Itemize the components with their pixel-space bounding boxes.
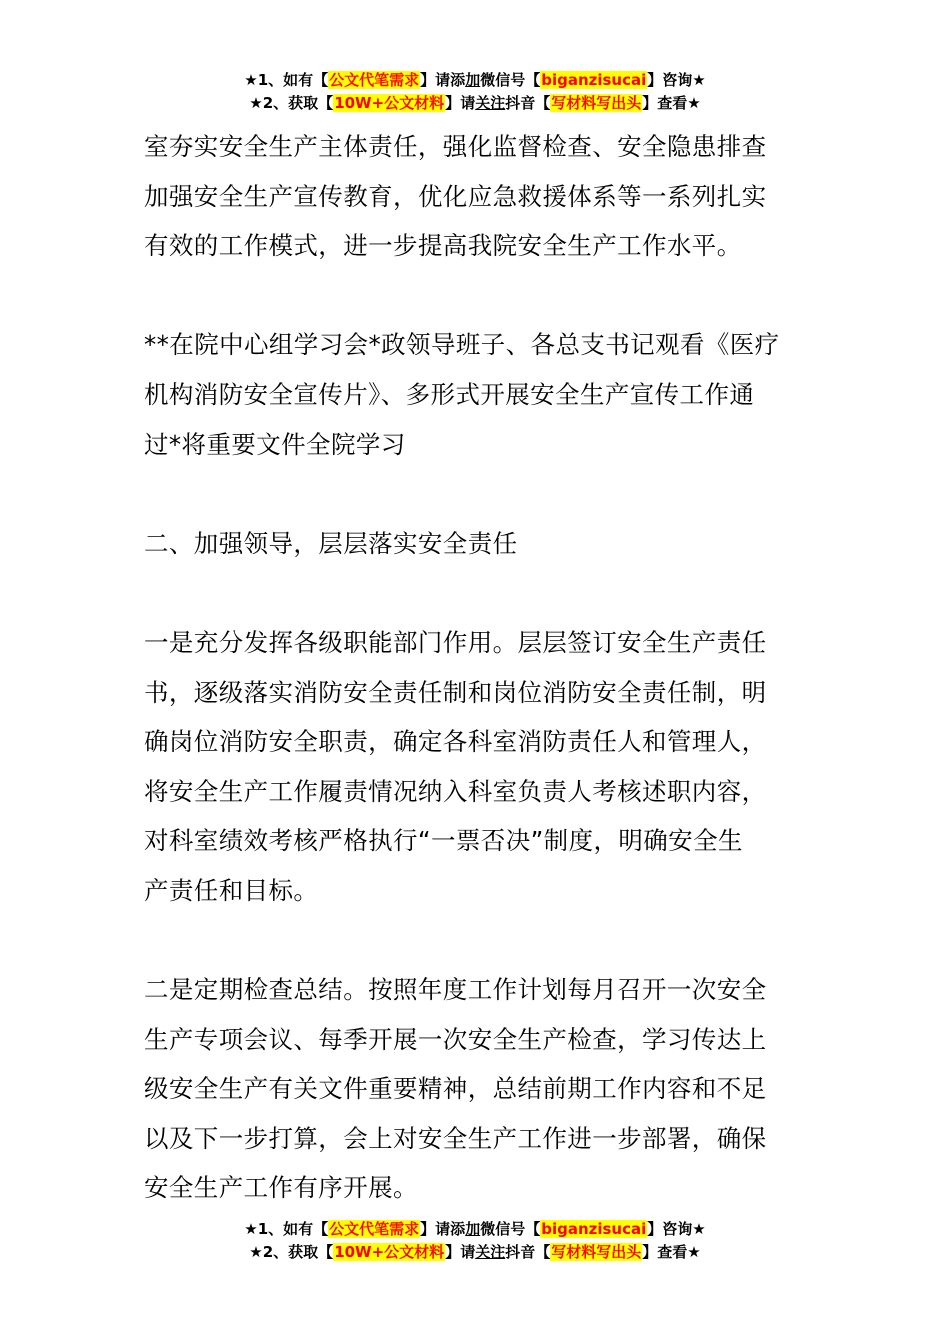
- banner-text: 】请: [445, 1243, 476, 1261]
- text-line: 安全生产工作有序开展。: [144, 1173, 418, 1203]
- banner-text: 抖音【: [505, 1243, 551, 1261]
- highlight-material-text: 10W+公文材料: [334, 1243, 445, 1261]
- text-line: 产责任和目标。: [144, 875, 319, 905]
- section-heading: 二、加强领导，层层落实安全责任: [144, 528, 518, 558]
- footer-banner: [0, 1218, 950, 1264]
- banner-line-1: [0, 1218, 950, 1241]
- banner-text: ★2、获取【: [249, 94, 334, 112]
- underlined-text: 加: [465, 1220, 481, 1238]
- text-line: 二是定期检查总结。按照年度工作计划每月召开一次安全: [144, 975, 767, 1005]
- highlight-wechat-id: biganzisucai: [541, 1220, 647, 1238]
- highlight-douyin-account: 写材料写出头: [551, 94, 642, 112]
- text-line: 将安全生产工作履责情况纳入科室负责人考核述职内容，: [144, 776, 767, 806]
- paragraph-spacer: [144, 568, 814, 618]
- paragraph-3: [144, 618, 814, 916]
- text-line: 生产专项会议、每季开展一次安全生产检查，学习传达上: [144, 1024, 767, 1054]
- banner-text: 】请: [445, 94, 476, 112]
- banner-text: 】请添: [420, 1220, 466, 1238]
- banner-line-2: [0, 92, 950, 115]
- banner-line-1: [0, 69, 950, 92]
- underlined-text: 关注: [475, 94, 506, 112]
- highlight-material-text: 10W+公文材料: [334, 94, 445, 112]
- paragraph-4: [144, 965, 814, 1213]
- paragraph-spacer: [144, 271, 814, 321]
- paragraph-spacer: [144, 916, 814, 966]
- highlight-wechat-id: biganzisucai: [541, 71, 647, 89]
- underlined-text: 加: [465, 71, 481, 89]
- highlight-service-text: 公文代笔需求: [329, 71, 420, 89]
- text-line: 有效的工作模式，进一步提高我院安全生产工作水平。: [144, 231, 742, 261]
- paragraph-1: [144, 122, 814, 271]
- banner-text: ★1、如有【: [244, 1220, 329, 1238]
- paragraph-2: [144, 320, 814, 469]
- banner-text: 】查看★: [642, 1243, 701, 1261]
- banner-text: 】咨询★: [647, 1220, 706, 1238]
- text-line: 过*将重要文件全院学习: [144, 429, 406, 459]
- text-line: 机构消防安全宣传片》、多形式开展安全生产宣传工作通: [144, 379, 755, 409]
- banner-text: 微信号【: [480, 71, 541, 89]
- banner-text: 抖音【: [505, 94, 551, 112]
- banner-text: 】请添: [420, 71, 466, 89]
- text-line: **在院中心组学习会*政领导班子、各总支书记观看《医疗: [144, 330, 780, 360]
- text-line: 加强安全生产宣传教育，优化应急救援体系等一系列扎实: [144, 181, 767, 211]
- header-banner: [0, 69, 950, 115]
- text-line: 对科室绩效考核严格执行“一票否决”制度，明确安全生: [144, 826, 743, 856]
- text-line: 以及下一步打算，会上对安全生产工作进一步部署，确保: [144, 1123, 767, 1153]
- banner-text: ★1、如有【: [244, 71, 329, 89]
- text-line: 确岗位消防安全职责，确定各科室消防责任人和管理人，: [144, 727, 767, 757]
- banner-text: 】咨询★: [647, 71, 706, 89]
- text-line: 一是充分发挥各级职能部门作用。层层签订安全生产责任: [144, 627, 767, 657]
- text-line: 级安全生产有关文件重要精神，总结前期工作内容和不足: [144, 1074, 767, 1104]
- banner-text: ★2、获取【: [249, 1243, 334, 1261]
- underlined-text: 关注: [475, 1243, 506, 1261]
- banner-text: 微信号【: [480, 1220, 541, 1238]
- text-line: 室夯实安全生产主体责任，强化监督检查、安全隐患排查: [144, 132, 767, 161]
- text-line: 书，逐级落实消防安全责任制和岗位消防安全责任制，明: [144, 677, 767, 707]
- highlight-service-text: 公文代笔需求: [329, 1220, 420, 1238]
- banner-text: 】查看★: [642, 94, 701, 112]
- highlight-douyin-account: 写材料写出头: [551, 1243, 642, 1261]
- document-body: [144, 122, 814, 1213]
- paragraph-spacer: [144, 469, 814, 519]
- banner-line-2: [0, 1241, 950, 1264]
